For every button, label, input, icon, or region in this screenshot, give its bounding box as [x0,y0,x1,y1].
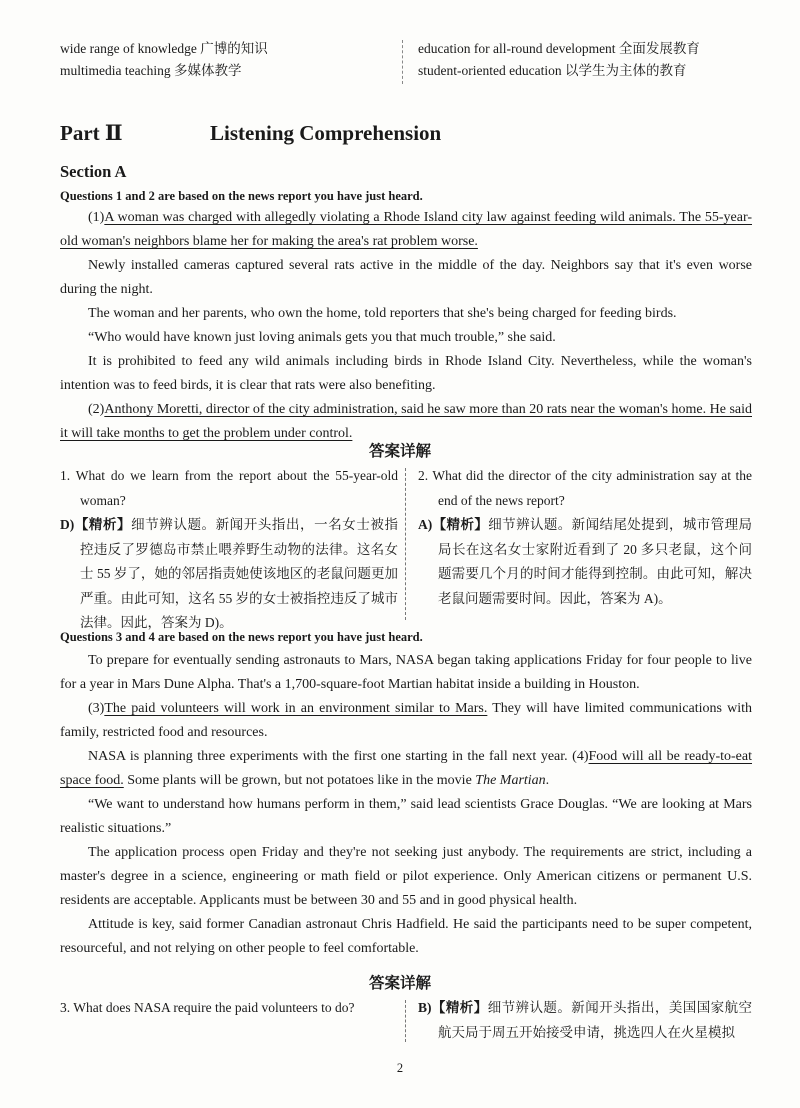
question-1: 1. What do we learn from the report about the 55-year-old woman? [60,468,398,508]
underlined-answer-text: A woman was charged with allegedly violating a Rhode Island city law against feeding wild animals. The 55-year-old woman's neighbors blame her for making the area's rat problem worse. [60,210,752,249]
news-report-1 [60,206,752,446]
answer-explanation-title: 答案详解 [368,975,431,992]
underlined-answer-text: The paid volunteers will work in an environment similar to Mars. [104,701,488,716]
answer-text: 细节辨认题。新闻开头指出，一名女士被指控违反了罗德岛市禁止喂养野生动物的法律。这名女士 55 岁了，她的邻居指责她使该地区的老鼠问题更加严重。由此可知，这名 55 岁的女士被指控违反了城市法律。因此，答案为 D)。 [80,517,399,630]
answer-marker: (1) [88,210,105,225]
paragraph [60,745,752,793]
answer-explanation-title: 答案详解 [368,443,431,460]
paragraph [60,697,752,745]
answer-column-left [60,996,398,1021]
answer-text: 细节辨认题。新闻开头指出，美国国家航空航天局于周五开始接受申请，挑选四人在火星模拟 [438,1000,753,1040]
paragraph: “We want to understand how humans perform in them,” said lead scientists Grace Douglas. “We are looking at Mars realistic situations.” [60,797,752,836]
vocab-item: student-oriented education 以学生为主体的教育 [418,63,687,78]
section-heading: Section A [60,162,127,181]
paragraph: Newly installed cameras captured several rats active in the middle of the day. Neighbors say that it's even worse during the night. [60,258,752,297]
news-report-2 [60,649,752,961]
paragraph-text: . [545,773,550,788]
paragraph: “Who would have known just loving animals gets you that much trouble,” she said. [88,330,556,345]
vocab-divider [402,40,403,84]
answer-label: B)【精析】 [418,1000,488,1015]
movie-title: The Martian [475,773,546,788]
vocab-list-left [60,38,268,82]
page-number: 2 [396,1061,404,1075]
answer-column-right [418,464,752,611]
part-number: Part Ⅱ [60,121,123,145]
question-3: 3. What does NASA require the paid volunteers to do? [60,1000,355,1015]
vocab-list-right [418,38,700,82]
part-heading [60,118,441,148]
paragraph-text: NASA is planning three experiments with the first one starting in the fall next year. (4) [88,749,589,764]
paragraph: It is prohibited to feed any wild animals including birds in Rhode Island City. Nevertheless, while the woman's intention was to feed birds, it is clear that rats were also benefiting. [60,354,752,393]
vocab-item: wide range of knowledge 广博的知识 [60,41,268,56]
paragraph: The woman and her parents, who own the home, told reporters that she's being charged for feeding birds. [88,306,677,321]
column-divider [405,468,406,620]
paragraph [60,206,752,254]
question-2: 2. What did the director of the city administration say at the end of the news report? [418,468,752,508]
answer-marker: (3) [88,701,105,716]
paragraph: Attitude is key, said former Canadian astronaut Chris Hadfield. He said the participants need to be super competent, resourceful, and not relying on other people to feel comfortable. [60,917,752,956]
paragraph: To prepare for eventually sending astronauts to Mars, NASA began taking applications Friday for four people to live for a year in Mars Dune Alpha. That's a 1,700-square-foot Martian habitat inside a building in Houston. [60,653,752,692]
vocab-item: education for all-round development 全面发展教育 [418,41,700,56]
paragraph [60,398,752,446]
paragraph-text: Some plants will be grown, but not potatoes like in the movie [123,773,476,788]
answer-column-left [60,464,398,636]
part-title: Listening Comprehension [210,121,442,145]
paragraph-text: They will have limited communications with family, restricted food and resources. [60,701,752,740]
answer-marker: (2) [88,402,105,417]
paragraph: The application process open Friday and they're not seeking just anybody. The requirements are strict, including a master's degree in a science, engineering or math field or pilot experience. Only American citizens or permanent U.S. residents are acceptable. Applicants must be between 30 and 55 and in good physical health. [60,845,752,908]
answer-label: D)【精析】 [60,517,132,532]
answer-column-right [418,996,752,1045]
underlined-answer-text: Anthony Moretti, director of the city administration, said he saw more than 20 rats near the woman's home. He said it will take months to get the problem under control. [60,402,752,441]
answer-3 [418,996,752,1045]
column-divider [405,1000,406,1042]
vocab-item: multimedia teaching 多媒体教学 [60,63,242,78]
answer-2 [418,513,752,611]
underlined-answer-text: Food will all be ready-to-eat space food. [60,749,752,788]
questions-1-2-heading: Questions 1 and 2 are based on the news report you have just heard. [60,189,423,203]
answer-1 [60,513,398,636]
answer-text: 细节辨认题。新闻结尾处提到，城市管理局局长在这名女士家附近看到了 20 多只老鼠，这个问题需要几个月的时间才能得到控制。由此可知，解决老鼠问题需要时间。因此，答案为 A)。 [438,517,753,606]
questions-3-4-heading: Questions 3 and 4 are based on the news report you have just heard. [60,630,423,644]
answer-label: A)【精析】 [418,517,489,532]
